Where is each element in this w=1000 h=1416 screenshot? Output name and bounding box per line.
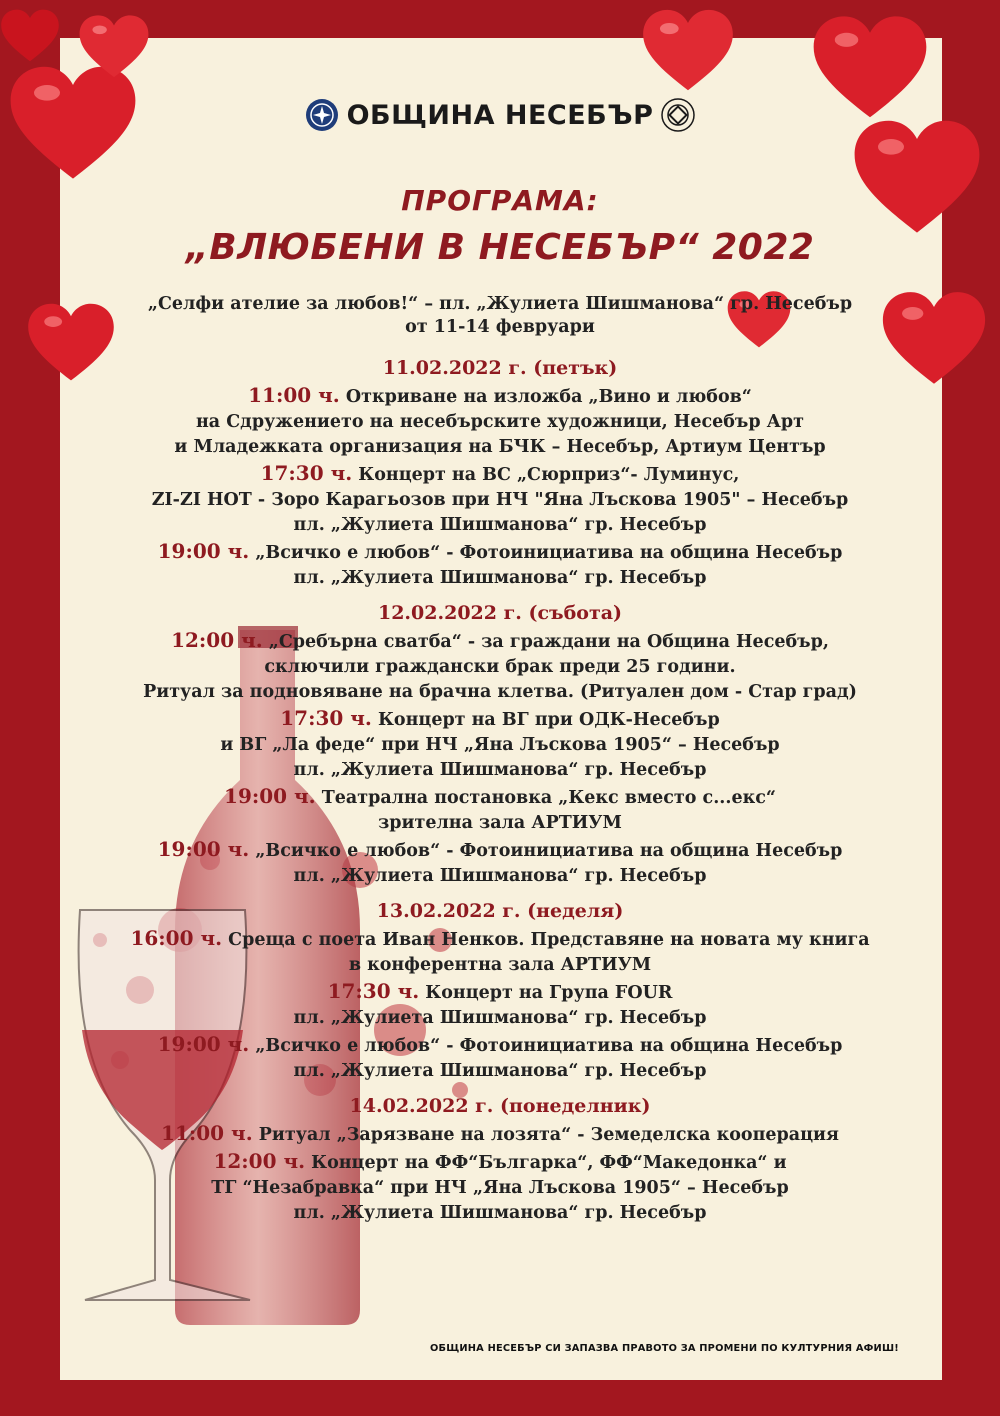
intro-dates: от 11-14 февруари bbox=[405, 317, 595, 337]
day-section bbox=[0, 897, 1000, 1084]
event-line bbox=[0, 1059, 1000, 1084]
event-text: ZI-ZI HOT - Зоро Карагьозов при НЧ "Яна Лъскова 1905" – Несебър bbox=[151, 490, 849, 510]
day-date: 12.02.2022 г. (събота) bbox=[377, 602, 623, 624]
event-text: Ритуал за подновяване на брачна клетва. (Ритуален дом - Стар град) bbox=[143, 682, 857, 702]
event bbox=[0, 1149, 1000, 1226]
event-line bbox=[0, 784, 1000, 811]
intro-line: „Селфи ателие за любов!“ – пл. „Жулиета Шишманова“ гр. Несебър bbox=[147, 294, 853, 314]
heart-icon bbox=[640, 8, 736, 94]
event-text: пл. „Жулиета Шишманова“ гр. Несебър bbox=[293, 1203, 707, 1223]
event-time: 19:00 ч. bbox=[157, 1032, 250, 1056]
event-text: и ВГ „Ла феде“ при НЧ „Яна Лъскова 1905“ – Несебър bbox=[220, 735, 780, 755]
event-line bbox=[0, 1006, 1000, 1031]
event-line bbox=[0, 655, 1000, 680]
header bbox=[0, 92, 1000, 138]
event-text: ТГ “Незабравка“ при НЧ „Яна Лъскова 1905“ – Несебър bbox=[211, 1178, 789, 1198]
event-text: Среща с поета Иван Ненков. Представяне на новата му книга bbox=[228, 930, 870, 950]
event-line bbox=[0, 435, 1000, 460]
event-text: сключили граждански брак преди 25 години. bbox=[264, 657, 736, 677]
program-schedule bbox=[0, 354, 1000, 1226]
event-line bbox=[0, 680, 1000, 705]
event-text: „Всичко е любов“ - Фотоинициатива на община Несебър bbox=[255, 841, 843, 861]
event-text: „Всичко е любов“ - Фотоинициатива на община Несебър bbox=[255, 543, 843, 563]
event-time: 19:00 ч. bbox=[157, 539, 250, 563]
event bbox=[0, 784, 1000, 836]
event-time: 12:00 ч. bbox=[213, 1149, 306, 1173]
event-line bbox=[0, 758, 1000, 783]
event-text: „Сребърна сватба“ - за граждани на Община Несебър, bbox=[268, 632, 829, 652]
event-time: 16:00 ч. bbox=[130, 926, 223, 950]
event-text: пл. „Жулиета Шишманова“ гр. Несебър bbox=[293, 1008, 707, 1028]
event-line bbox=[0, 628, 1000, 655]
event bbox=[0, 628, 1000, 705]
event-text: и Младежката организация на БЧК – Несебър, Артиум Център bbox=[174, 437, 826, 457]
heart-icon bbox=[78, 14, 150, 80]
event-text: Ритуал „Зарязване на лозята“ - Земеделска кооперация bbox=[258, 1125, 839, 1145]
event-time: 17:30 ч. bbox=[260, 461, 353, 485]
event-line bbox=[0, 539, 1000, 566]
day-section bbox=[0, 1092, 1000, 1226]
event-line bbox=[0, 953, 1000, 978]
event-line bbox=[0, 383, 1000, 410]
event-line bbox=[0, 1032, 1000, 1059]
event-text: Концерт на ВС „Сюрприз“- Луминус, bbox=[358, 465, 740, 485]
event-text: пл. „Жулиета Шишманова“ гр. Несебър bbox=[293, 568, 707, 588]
event-text: в конферентна зала АРТИУМ bbox=[348, 955, 652, 975]
event-text: пл. „Жулиета Шишманова“ гр. Несебър bbox=[293, 866, 707, 886]
event-text: пл. „Жулиета Шишманова“ гр. Несебър bbox=[293, 515, 707, 535]
intro bbox=[0, 293, 1000, 339]
event-time: 11:00 ч. bbox=[161, 1121, 253, 1145]
event-line bbox=[0, 461, 1000, 488]
event bbox=[0, 1032, 1000, 1084]
event-line bbox=[0, 410, 1000, 435]
event-line bbox=[0, 733, 1000, 758]
day-date: 13.02.2022 г. (неделя) bbox=[376, 900, 624, 922]
unesco-heritage-icon bbox=[661, 98, 695, 132]
event-line bbox=[0, 1176, 1000, 1201]
event-line bbox=[0, 488, 1000, 513]
event-title: „ВЛЮБЕНИ В НЕСЕБЪР“ 2022 bbox=[185, 227, 815, 268]
event bbox=[0, 926, 1000, 978]
event-text: Концерт на ФФ“Българка“, ФФ“Македонка“ и bbox=[311, 1153, 787, 1173]
day-date: 11.02.2022 г. (петък) bbox=[382, 357, 618, 379]
footer-note: ОБЩИНА НЕСЕБЪР СИ ЗАПАЗВА ПРАВОТО ЗА ПРОМЕНИ ПО КУЛТУРНИЯ АФИШ! bbox=[430, 1343, 899, 1354]
event-line bbox=[0, 1149, 1000, 1176]
event-time: 19:00 ч. bbox=[157, 837, 250, 861]
event-time: 19:00 ч. bbox=[224, 784, 316, 808]
event bbox=[0, 706, 1000, 783]
org-name: ОБЩИНА НЕСЕБЪР bbox=[346, 99, 654, 131]
day-section bbox=[0, 354, 1000, 591]
event bbox=[0, 383, 1000, 460]
event-text: на Сдружението на несебърските художници, Несебър Арт bbox=[196, 412, 804, 432]
program-label: ПРОГРАМА: bbox=[401, 184, 599, 217]
event-text: „Всичко е любов“ - Фотоинициатива на община Несебър bbox=[255, 1036, 843, 1056]
event-line bbox=[0, 811, 1000, 836]
event-line bbox=[0, 1201, 1000, 1226]
event-text: зрителна зала АРТИУМ bbox=[378, 813, 622, 833]
municipality-coat-of-arms-icon bbox=[305, 98, 339, 132]
event-line bbox=[0, 979, 1000, 1006]
event-time: 11:00 ч. bbox=[248, 383, 340, 407]
event bbox=[0, 979, 1000, 1031]
event-text: Театрална постановка „Кекс вместо с...екс“ bbox=[321, 788, 776, 808]
event-line bbox=[0, 566, 1000, 591]
event-time: 17:30 ч. bbox=[327, 979, 420, 1003]
event bbox=[0, 461, 1000, 538]
day-date: 14.02.2022 г. (понеделник) bbox=[349, 1095, 651, 1117]
event-text: пл. „Жулиета Шишманова“ гр. Несебър bbox=[293, 1061, 707, 1081]
event-text: Откриване на изложба „Вино и любов“ bbox=[345, 387, 752, 407]
event-line bbox=[0, 513, 1000, 538]
event-text: Концерт на Група FOUR bbox=[425, 983, 673, 1003]
event-line bbox=[0, 864, 1000, 889]
event-text: Концерт на ВГ при ОДК-Несебър bbox=[377, 710, 720, 730]
event bbox=[0, 539, 1000, 591]
event-line bbox=[0, 926, 1000, 953]
event-line bbox=[0, 706, 1000, 733]
event-line bbox=[0, 1121, 1000, 1148]
event-time: 12:00 ч. bbox=[171, 628, 263, 652]
event bbox=[0, 837, 1000, 889]
heart-icon bbox=[0, 8, 60, 64]
day-section bbox=[0, 599, 1000, 889]
event-line bbox=[0, 837, 1000, 864]
event-text: пл. „Жулиета Шишманова“ гр. Несебър bbox=[293, 760, 707, 780]
event-time: 17:30 ч. bbox=[280, 706, 372, 730]
event bbox=[0, 1121, 1000, 1148]
